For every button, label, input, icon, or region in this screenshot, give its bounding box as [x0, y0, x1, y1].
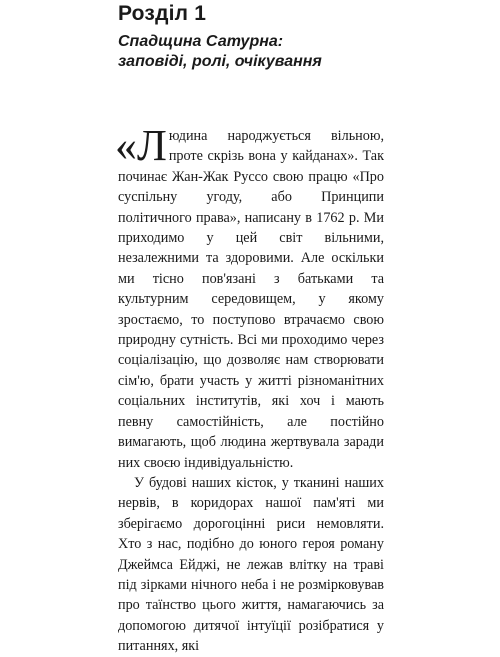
paragraph-1 [115, 121, 384, 473]
paragraph-1-text: юдина народжується вільною, проте скрізь вона у кайданах». Так починає Жан-Жак Руссо свою працю «Про суспільну угоду, або Принципи політичного права», написану в 1762 р. Ми приходимо у цей світ вільними, незалежними та здоровими. Але оскільки ми тісно пов'язані з батьками та культурним середовищем, у якому зростаємо, то поступово втрачаємо свою природну сутність. Всі ми проходимо через соціалізацію, що дозволяє нам створювати сім'ю, брати участь у житті різноманітних соціальних інститутів, які хоч і мають певну самостійність, але постійно вимагають, щоб людина жертвувала заради них своєю індивідуальністю. [118, 128, 384, 471]
drop-cap: «Л [115, 121, 167, 170]
chapter-subtitle-line-1: Спадщина Сатурна: [118, 33, 284, 50]
chapter-subtitle [118, 32, 322, 72]
paragraph-2: У будові наших кісток, у тканині наших нервів, в коридорах нашої пам'яті ми зберігаємо дорогоцінні риси немовляти. Хто з нас, подібно до юного героя роману Джеймса Ейджі, не лежав влітку на траві під зірками нічного неба і не розмірковував про таїнство цього життя, намагаючись за допомогою дитячої інтуїції розібратися у питаннях, які [118, 474, 384, 655]
chapter-title: Розділ 1 [118, 2, 207, 25]
body-text [115, 121, 384, 657]
chapter-subtitle-line-2: заповіді, ролі, очікування [118, 53, 322, 70]
